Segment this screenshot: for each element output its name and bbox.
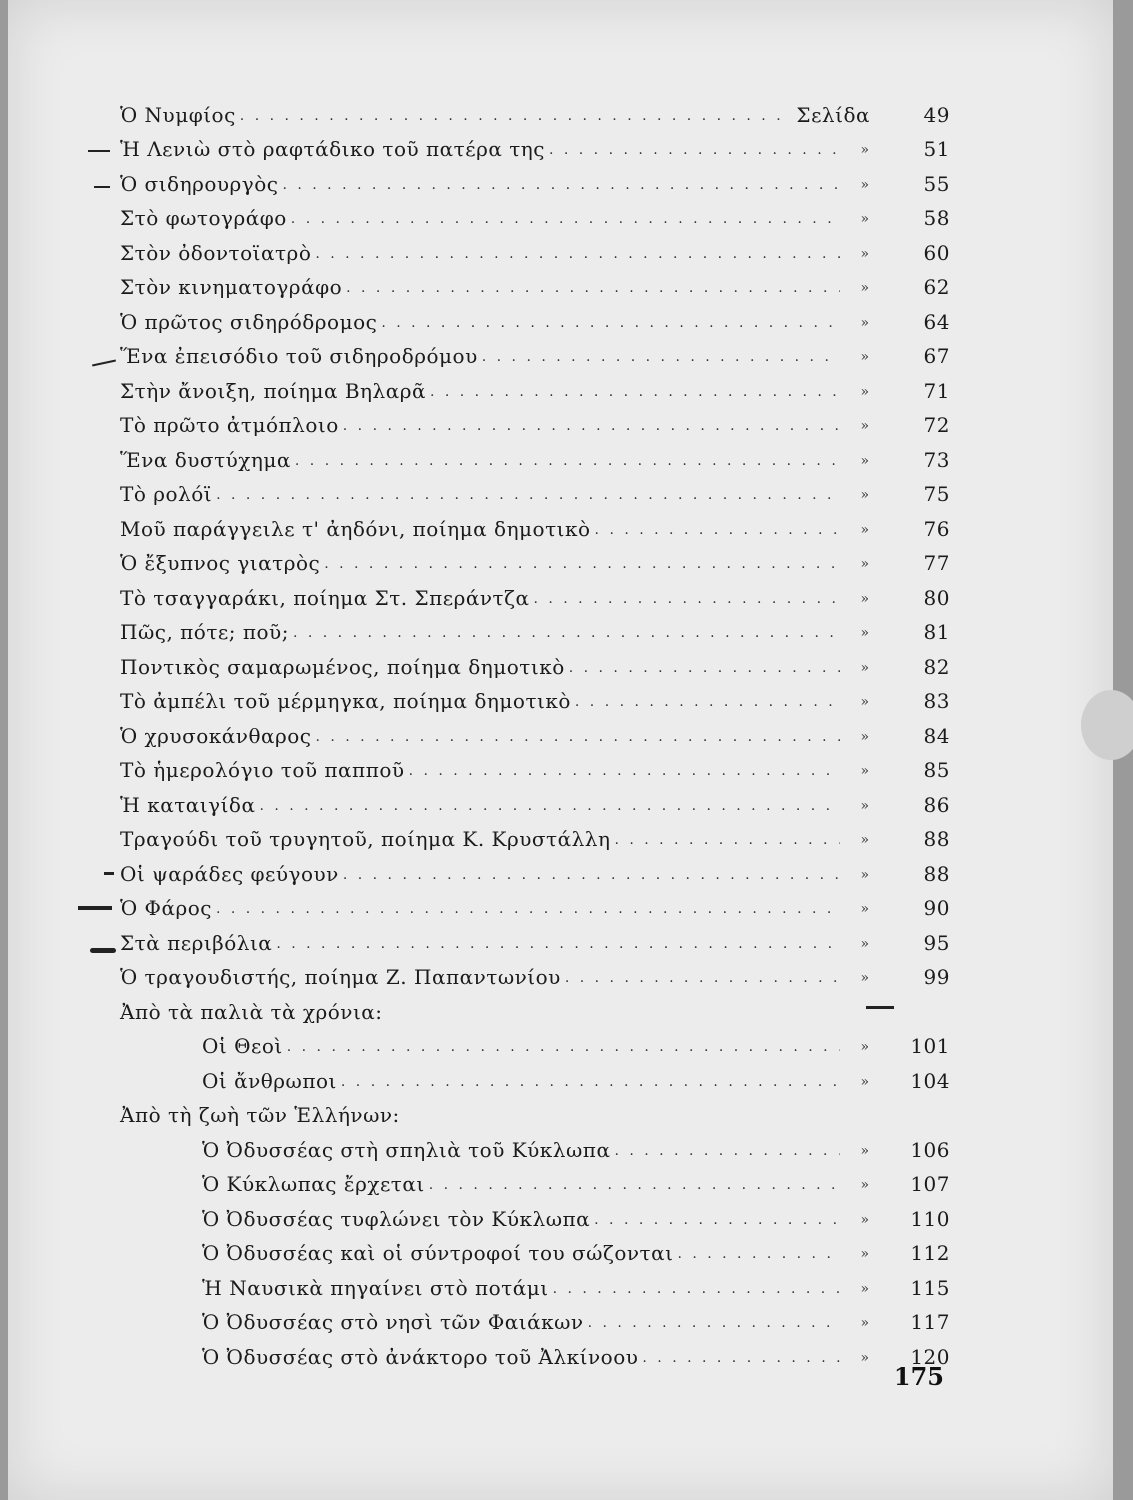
- toc-entry: [120, 127, 950, 162]
- entry-page-number: 58: [923, 206, 950, 230]
- entry-page-number: 64: [923, 309, 950, 334]
- entry-title: Ὁ Νυμφίος: [120, 102, 236, 127]
- leader-dots: [569, 660, 840, 676]
- entry-title: Ὁ Ὀδυσσέας τυφλώνει τὸν Κύκλωπα: [202, 1206, 591, 1231]
- entry-page-number: 83: [923, 689, 950, 713]
- section-heading-old-times: [120, 989, 950, 1024]
- toc-entry: [120, 610, 950, 645]
- ditto-mark: »: [860, 245, 870, 262]
- ditto-mark: »: [860, 176, 870, 193]
- margin-mark: [92, 360, 116, 367]
- entry-page-number: 62: [923, 275, 950, 299]
- ditto-mark: »: [860, 556, 870, 572]
- entry-page-number: 73: [923, 447, 950, 472]
- toc-entry: [120, 920, 950, 955]
- leader-dots: [259, 798, 840, 814]
- toc-entry: [120, 92, 950, 127]
- toc-entry: [120, 437, 950, 472]
- section-greek-life-items: [120, 1127, 950, 1369]
- toc-entry: [120, 886, 950, 921]
- entry-page-number: 95: [923, 930, 950, 955]
- toc-entry: [120, 265, 950, 300]
- ditto-mark: »: [860, 694, 870, 710]
- ditto-mark: »: [860, 211, 870, 227]
- leader-dots: [346, 280, 840, 296]
- margin-mark: [94, 186, 110, 188]
- paper-stain: [1081, 690, 1133, 760]
- toc-entry: [120, 817, 950, 852]
- entry-page-number: 60: [923, 240, 950, 265]
- page-number: 175: [893, 1362, 944, 1391]
- entry-title: Τὸ τσαγγαράκι, ποίημα Στ. Σπεράντζα: [120, 585, 530, 610]
- toc-entry: [120, 1231, 950, 1266]
- toc-entries: [120, 92, 950, 989]
- entry-title: Στὸν κινηματογράφο: [120, 275, 343, 299]
- entry-page-number: 67: [923, 344, 950, 368]
- entry-title: Ὁ Ὀδυσσέας καὶ οἱ σύντροφοί του σώζονται: [202, 1241, 674, 1265]
- entry-title: Τὸ ἡμερολόγιο τοῦ παπποῦ: [120, 758, 405, 782]
- ditto-mark: »: [860, 625, 870, 641]
- leader-dots: [429, 1177, 840, 1193]
- entry-title: Ἡ Ναυσικὰ πηγαίνει στὸ ποτάμι: [202, 1275, 549, 1300]
- entry-page-number: 55: [923, 171, 950, 196]
- entry-page-number: 90: [923, 896, 950, 920]
- margin-mark: [88, 150, 110, 152]
- entry-page-number: 80: [923, 585, 950, 610]
- entry-title: Ὁ τραγουδιστής, ποίημα Ζ. Παπαντωνίου: [120, 965, 561, 989]
- entry-title: Μοῦ παράγγειλε τ' ἀηδόνι, ποίημα δημοτικὸ: [120, 516, 591, 541]
- leader-dots: [343, 867, 840, 883]
- leader-dots: [430, 384, 840, 400]
- ditto-mark: »: [860, 1315, 870, 1331]
- entry-page-number: 71: [923, 378, 950, 403]
- toc-entry: [120, 472, 950, 507]
- leader-dots: [614, 1143, 840, 1159]
- leader-dots: [324, 556, 840, 572]
- leader-dots: [315, 246, 840, 262]
- toc-entry: [120, 1300, 950, 1335]
- entry-page-number: 107: [910, 1172, 950, 1196]
- margin-mark: [104, 872, 114, 875]
- entry-page-number: 104: [910, 1068, 950, 1093]
- margin-mark: [78, 906, 112, 910]
- leader-dots: [588, 1315, 840, 1331]
- ditto-mark: »: [860, 1246, 870, 1262]
- leader-dots: [642, 1350, 840, 1366]
- book-page: [8, 0, 1113, 1500]
- toc-entry: [120, 782, 950, 817]
- entry-title: Στὴν ἄνοιξη, ποίημα Βηλαρᾶ: [120, 378, 426, 403]
- leader-dots: [216, 487, 840, 503]
- leader-dots: [293, 625, 840, 641]
- ditto-mark: »: [860, 349, 870, 365]
- entry-page-number: 101: [910, 1034, 950, 1058]
- table-of-contents: [120, 92, 950, 1369]
- toc-entry: [120, 1162, 950, 1197]
- entry-page-number: 117: [910, 1310, 950, 1334]
- section-heading-text: Ἀπὸ τὰ παλιὰ τὰ χρόνια:: [120, 999, 383, 1024]
- toc-entry: [120, 161, 950, 196]
- toc-entry: [120, 334, 950, 369]
- entry-title: Ὁ Φάρος: [120, 896, 212, 920]
- leader-dots: [287, 1039, 840, 1055]
- toc-entry: [120, 748, 950, 783]
- entry-page-number: 72: [923, 413, 950, 437]
- ditto-mark: »: [860, 659, 870, 676]
- entry-title: Οἱ ψαράδες φεύγουν: [120, 861, 339, 886]
- entry-title: Ὁ Κύκλωπας ἔρχεται: [202, 1172, 425, 1196]
- ditto-mark: »: [860, 728, 870, 745]
- entry-page-number: 86: [923, 792, 950, 817]
- toc-entry: [120, 575, 950, 610]
- entry-page-number: 115: [910, 1275, 950, 1300]
- toc-entry: [120, 403, 950, 438]
- toc-entry: [120, 1127, 950, 1162]
- leader-dots: [343, 418, 840, 434]
- toc-entry: [120, 955, 950, 990]
- ditto-mark: »: [860, 452, 870, 469]
- leader-dots: [614, 832, 840, 848]
- entry-page-number: 81: [923, 620, 950, 644]
- toc-entry: [120, 1334, 950, 1369]
- leader-dots: [482, 349, 840, 365]
- leader-dots: [276, 936, 840, 952]
- toc-entry: [120, 230, 950, 265]
- entry-title: Τραγούδι τοῦ τρυγητοῦ, ποίημα Κ. Κρυστάλλη: [120, 827, 611, 851]
- entry-title: Ὁ Ὀδυσσέας στὸ νησὶ τῶν Φαιάκων: [202, 1310, 584, 1334]
- entry-page-number: 49: [923, 102, 950, 127]
- leader-dots: [240, 108, 780, 124]
- entry-page-number: 120: [910, 1344, 950, 1369]
- entry-title: Τὸ πρῶτο ἀτμόπλοιο: [120, 413, 339, 437]
- entry-title: Ἡ καταιγίδα: [120, 792, 256, 817]
- ditto-mark: »: [860, 314, 870, 331]
- leader-dots: [282, 177, 840, 193]
- entry-page-number: 82: [923, 654, 950, 679]
- toc-entry: [120, 851, 950, 886]
- entry-title: Ὁ σιδηρουργὸς: [120, 171, 279, 196]
- entry-title: Ποντικὸς σαμαρωμένος, ποίημα δημοτικὸ: [120, 654, 565, 679]
- entry-page-number: 110: [910, 1206, 950, 1231]
- entry-page-number: 88: [923, 861, 950, 886]
- ditto-mark: »: [860, 1280, 870, 1297]
- entry-title: Τὸ ρολόϊ: [120, 482, 213, 506]
- entry-page-number: 99: [923, 965, 950, 989]
- entry-page-number: 88: [923, 827, 950, 851]
- entry-page-number: 84: [923, 723, 950, 748]
- ditto-mark: »: [860, 763, 870, 779]
- leader-dots: [216, 901, 840, 917]
- entry-title: Ὁ Ὀδυσσέας στὴ σπηλιὰ τοῦ Κύκλωπα: [202, 1137, 611, 1162]
- entry-title: Ἕνα ἐπεισόδιο τοῦ σιδηροδρόμου: [120, 344, 478, 368]
- page-column-label: Σελίδα: [796, 102, 870, 127]
- toc-entry: [120, 1058, 950, 1093]
- entry-title: Στὰ περιβόλια: [120, 930, 273, 955]
- ditto-mark: »: [860, 866, 870, 883]
- ditto-mark: »: [860, 383, 870, 400]
- entry-page-number: 75: [923, 482, 950, 506]
- ditto-mark: »: [860, 280, 870, 296]
- ditto-mark: »: [860, 1177, 870, 1193]
- ditto-mark: »: [860, 1039, 870, 1055]
- toc-entry: [120, 1024, 950, 1059]
- entry-title: Ἕνα δυστύχημα: [120, 447, 291, 472]
- entry-title: Τὸ ἀμπέλι τοῦ μέρμηγκα, ποίημα δημοτικὸ: [120, 689, 571, 713]
- ditto-mark: »: [860, 418, 870, 434]
- entry-title: Στὸ φωτογράφο: [120, 206, 287, 230]
- margin-mark: [90, 948, 116, 953]
- ditto-mark: »: [860, 521, 870, 538]
- ditto-mark: »: [860, 1211, 870, 1228]
- ditto-mark: »: [860, 142, 870, 158]
- toc-entry: [120, 1265, 950, 1300]
- entry-title: Ὁ πρῶτος σιδηρόδρομος: [120, 309, 378, 334]
- toc-entry: [120, 679, 950, 714]
- toc-entry: [120, 713, 950, 748]
- leader-dots: [595, 522, 840, 538]
- leader-dots: [677, 1246, 840, 1262]
- entry-title: Πῶς, πότε; ποῦ;: [120, 620, 289, 644]
- toc-entry: [120, 506, 950, 541]
- ditto-mark: »: [860, 970, 870, 986]
- toc-entry: [120, 196, 950, 231]
- entry-page-number: 112: [910, 1241, 950, 1265]
- ditto-mark: »: [860, 590, 870, 607]
- entry-page-number: 51: [923, 137, 950, 161]
- ditto-mark: »: [860, 797, 870, 814]
- toc-entry: [120, 541, 950, 576]
- section-heading-text: Ἀπὸ τὴ ζωὴ τῶν Ἑλλήνων:: [120, 1103, 400, 1127]
- ditto-mark: »: [860, 1073, 870, 1090]
- toc-entry: [120, 368, 950, 403]
- leader-dots: [533, 591, 840, 607]
- ditto-mark: »: [860, 832, 870, 848]
- leader-dots: [594, 1212, 840, 1228]
- leader-dots: [291, 211, 840, 227]
- toc-entry: [120, 644, 950, 679]
- entry-title: Ὁ χρυσοκάνθαρος: [120, 723, 312, 748]
- leader-dots: [295, 453, 840, 469]
- leader-dots: [341, 1074, 840, 1090]
- toc-entry: [120, 1196, 950, 1231]
- leader-dots: [549, 142, 840, 158]
- ditto-mark: »: [860, 935, 870, 952]
- ditto-mark: »: [860, 901, 870, 917]
- entry-title: Οἱ ἄνθρωποι: [202, 1068, 337, 1093]
- entry-title: Ὁ Ὀδυσσέας στὸ ἀνάκτορο τοῦ Ἀλκίνοου: [202, 1344, 639, 1369]
- leader-dots: [409, 763, 840, 779]
- entry-title: Ὁ ἔξυπνος γιατρὸς: [120, 551, 321, 575]
- entry-title: Στὸν ὀδοντοϊατρὸ: [120, 240, 312, 265]
- section-old-times-items: [120, 1024, 950, 1093]
- leader-dots: [575, 694, 840, 710]
- entry-page-number: 106: [910, 1137, 950, 1162]
- ditto-mark: »: [860, 487, 870, 503]
- entry-title: Ἡ Λενιὼ στὸ ραφτάδικο τοῦ πατέρα της: [120, 137, 545, 161]
- leader-dots: [553, 1281, 840, 1297]
- leader-dots: [381, 315, 840, 331]
- leader-dots: [315, 729, 840, 745]
- ditto-mark: »: [860, 1349, 870, 1366]
- entry-page-number: 76: [923, 516, 950, 541]
- entry-page-number: 77: [923, 551, 950, 575]
- entry-title: Οἱ Θεοὶ: [202, 1034, 283, 1058]
- entry-page-number: 85: [923, 758, 950, 782]
- ditto-mark: »: [860, 1142, 870, 1159]
- toc-entry: [120, 299, 950, 334]
- section-heading-greek-life: [120, 1093, 950, 1128]
- leader-dots: [565, 970, 840, 986]
